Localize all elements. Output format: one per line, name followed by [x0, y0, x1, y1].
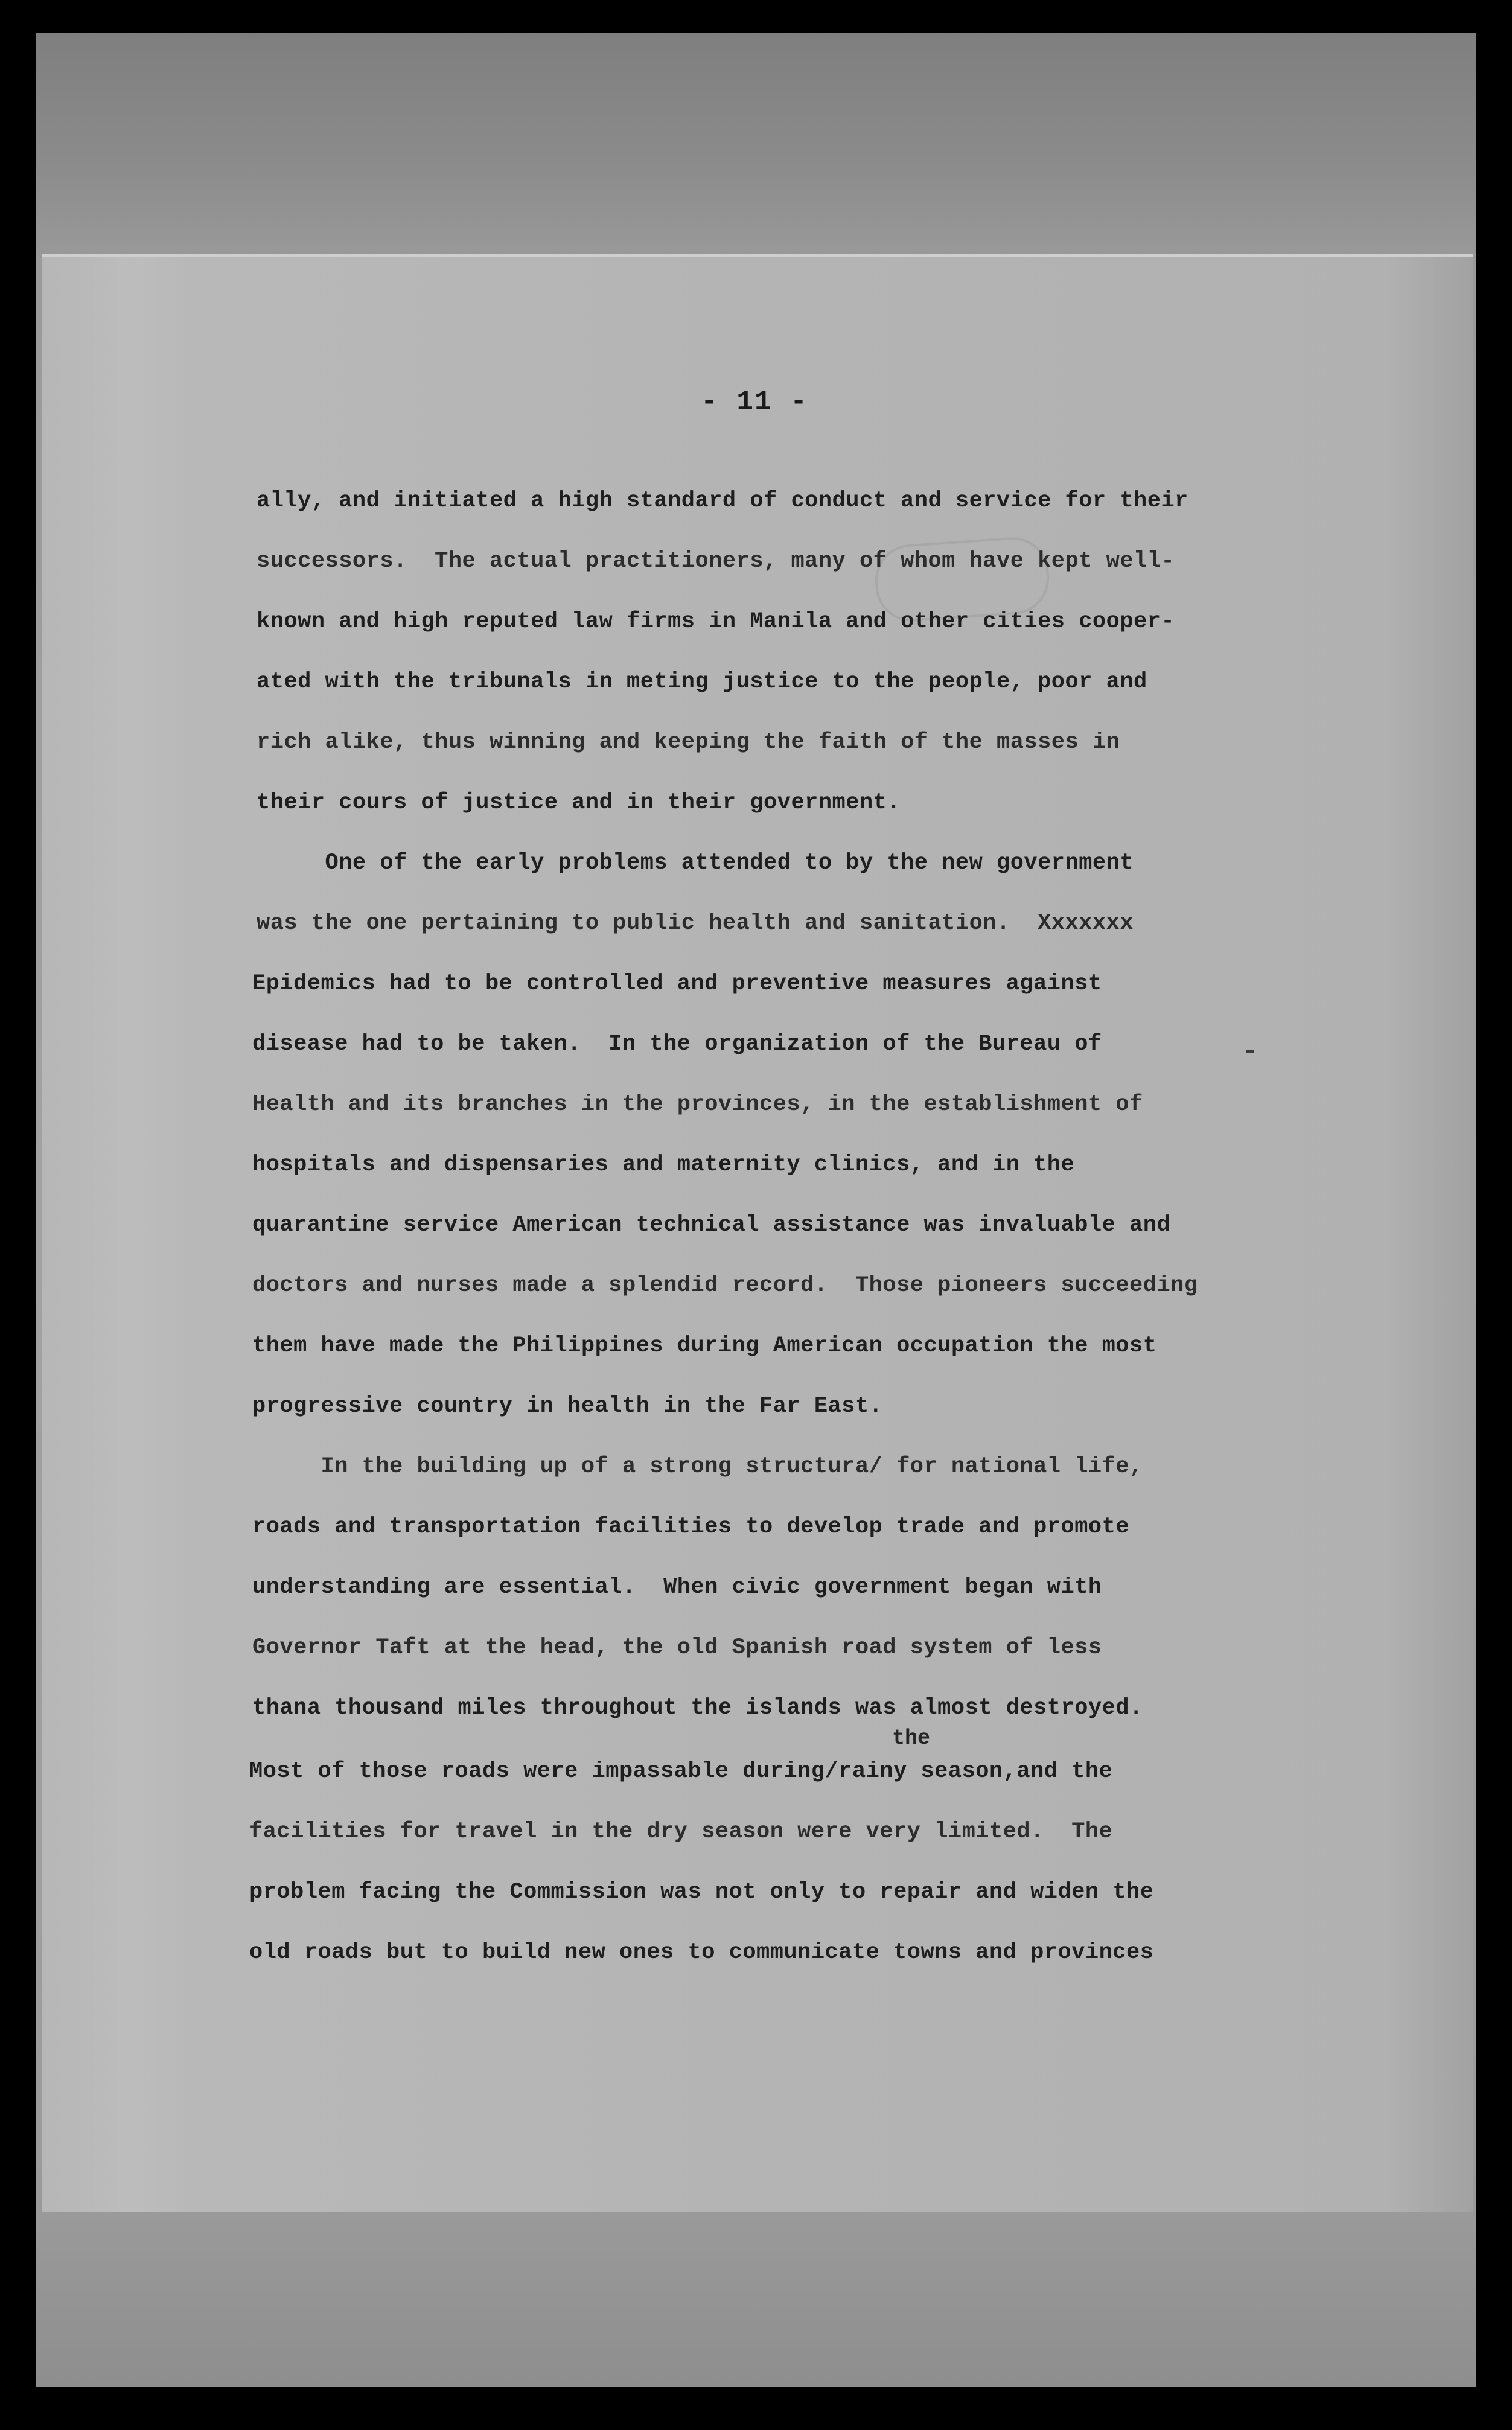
text-line: known and high reputed law firms in Manila and other cities cooper-	[257, 609, 1175, 634]
text-line: Most of those roads were impassable during/rainy season,and the	[249, 1759, 1113, 1784]
text-line: hospitals and dispensaries and maternity clinics, and in the	[252, 1152, 1075, 1178]
text-line: thana thousand miles throughout the islands was almost destroyed.	[252, 1695, 1143, 1721]
text-line: them have made the Philippines during American occupation the most	[252, 1333, 1157, 1359]
margin-tick-mark	[1246, 1050, 1254, 1053]
text-line: ated with the tribunals in meting justice to the people, poor and	[257, 669, 1147, 695]
text-line: disease had to be taken. In the organization of the Bureau of	[252, 1032, 1102, 1057]
text-line: doctors and nurses made a splendid record. Those pioneers succeeding	[252, 1273, 1198, 1298]
backing-sheet-top	[36, 33, 1476, 263]
text-line: ally, and initiated a high standard of conduct and service for their	[257, 488, 1188, 514]
text-line: Health and its branches in the provinces, in the establishment of	[252, 1092, 1143, 1117]
paper-fold-highlight	[42, 257, 187, 2212]
backing-sheet-bottom	[36, 2212, 1476, 2387]
text-line: their cours of justice and in their government.	[257, 790, 901, 815]
text-line: One of the early problems attended to by the new government	[257, 850, 1134, 876]
page-number: - 11 -	[701, 386, 808, 418]
text-line: was the one pertaining to public health and sanitation. Xxxxxxx	[257, 911, 1134, 936]
text-line: roads and transportation facilities to develop trade and promote	[252, 1514, 1130, 1540]
text-line: Governor Taft at the head, the old Spanish road system of less	[252, 1635, 1102, 1660]
text-line: understanding are essential. When civic government began with	[252, 1575, 1102, 1600]
text-line: old roads but to build new ones to communicate towns and provinces	[249, 1940, 1154, 1965]
text-line: facilities for travel in the dry season were very limited. The	[249, 1819, 1113, 1845]
text-line: In the building up of a strong structura/ for national life,	[252, 1454, 1143, 1479]
text-line: successors. The actual practitioners, many of whom have kept well-	[257, 549, 1175, 574]
interlinear-insertion: the	[892, 1726, 931, 1750]
text-line: problem facing the Commission was not only to repair and widen the	[249, 1880, 1154, 1905]
text-line: quarantine service American technical assistance was invaluable and	[252, 1213, 1171, 1238]
text-line: Epidemics had to be controlled and preventive measures against	[252, 971, 1102, 997]
text-line: rich alike, thus winning and keeping the faith of the masses in	[257, 730, 1120, 755]
text-line: progressive country in health in the Far East.	[252, 1394, 883, 1419]
